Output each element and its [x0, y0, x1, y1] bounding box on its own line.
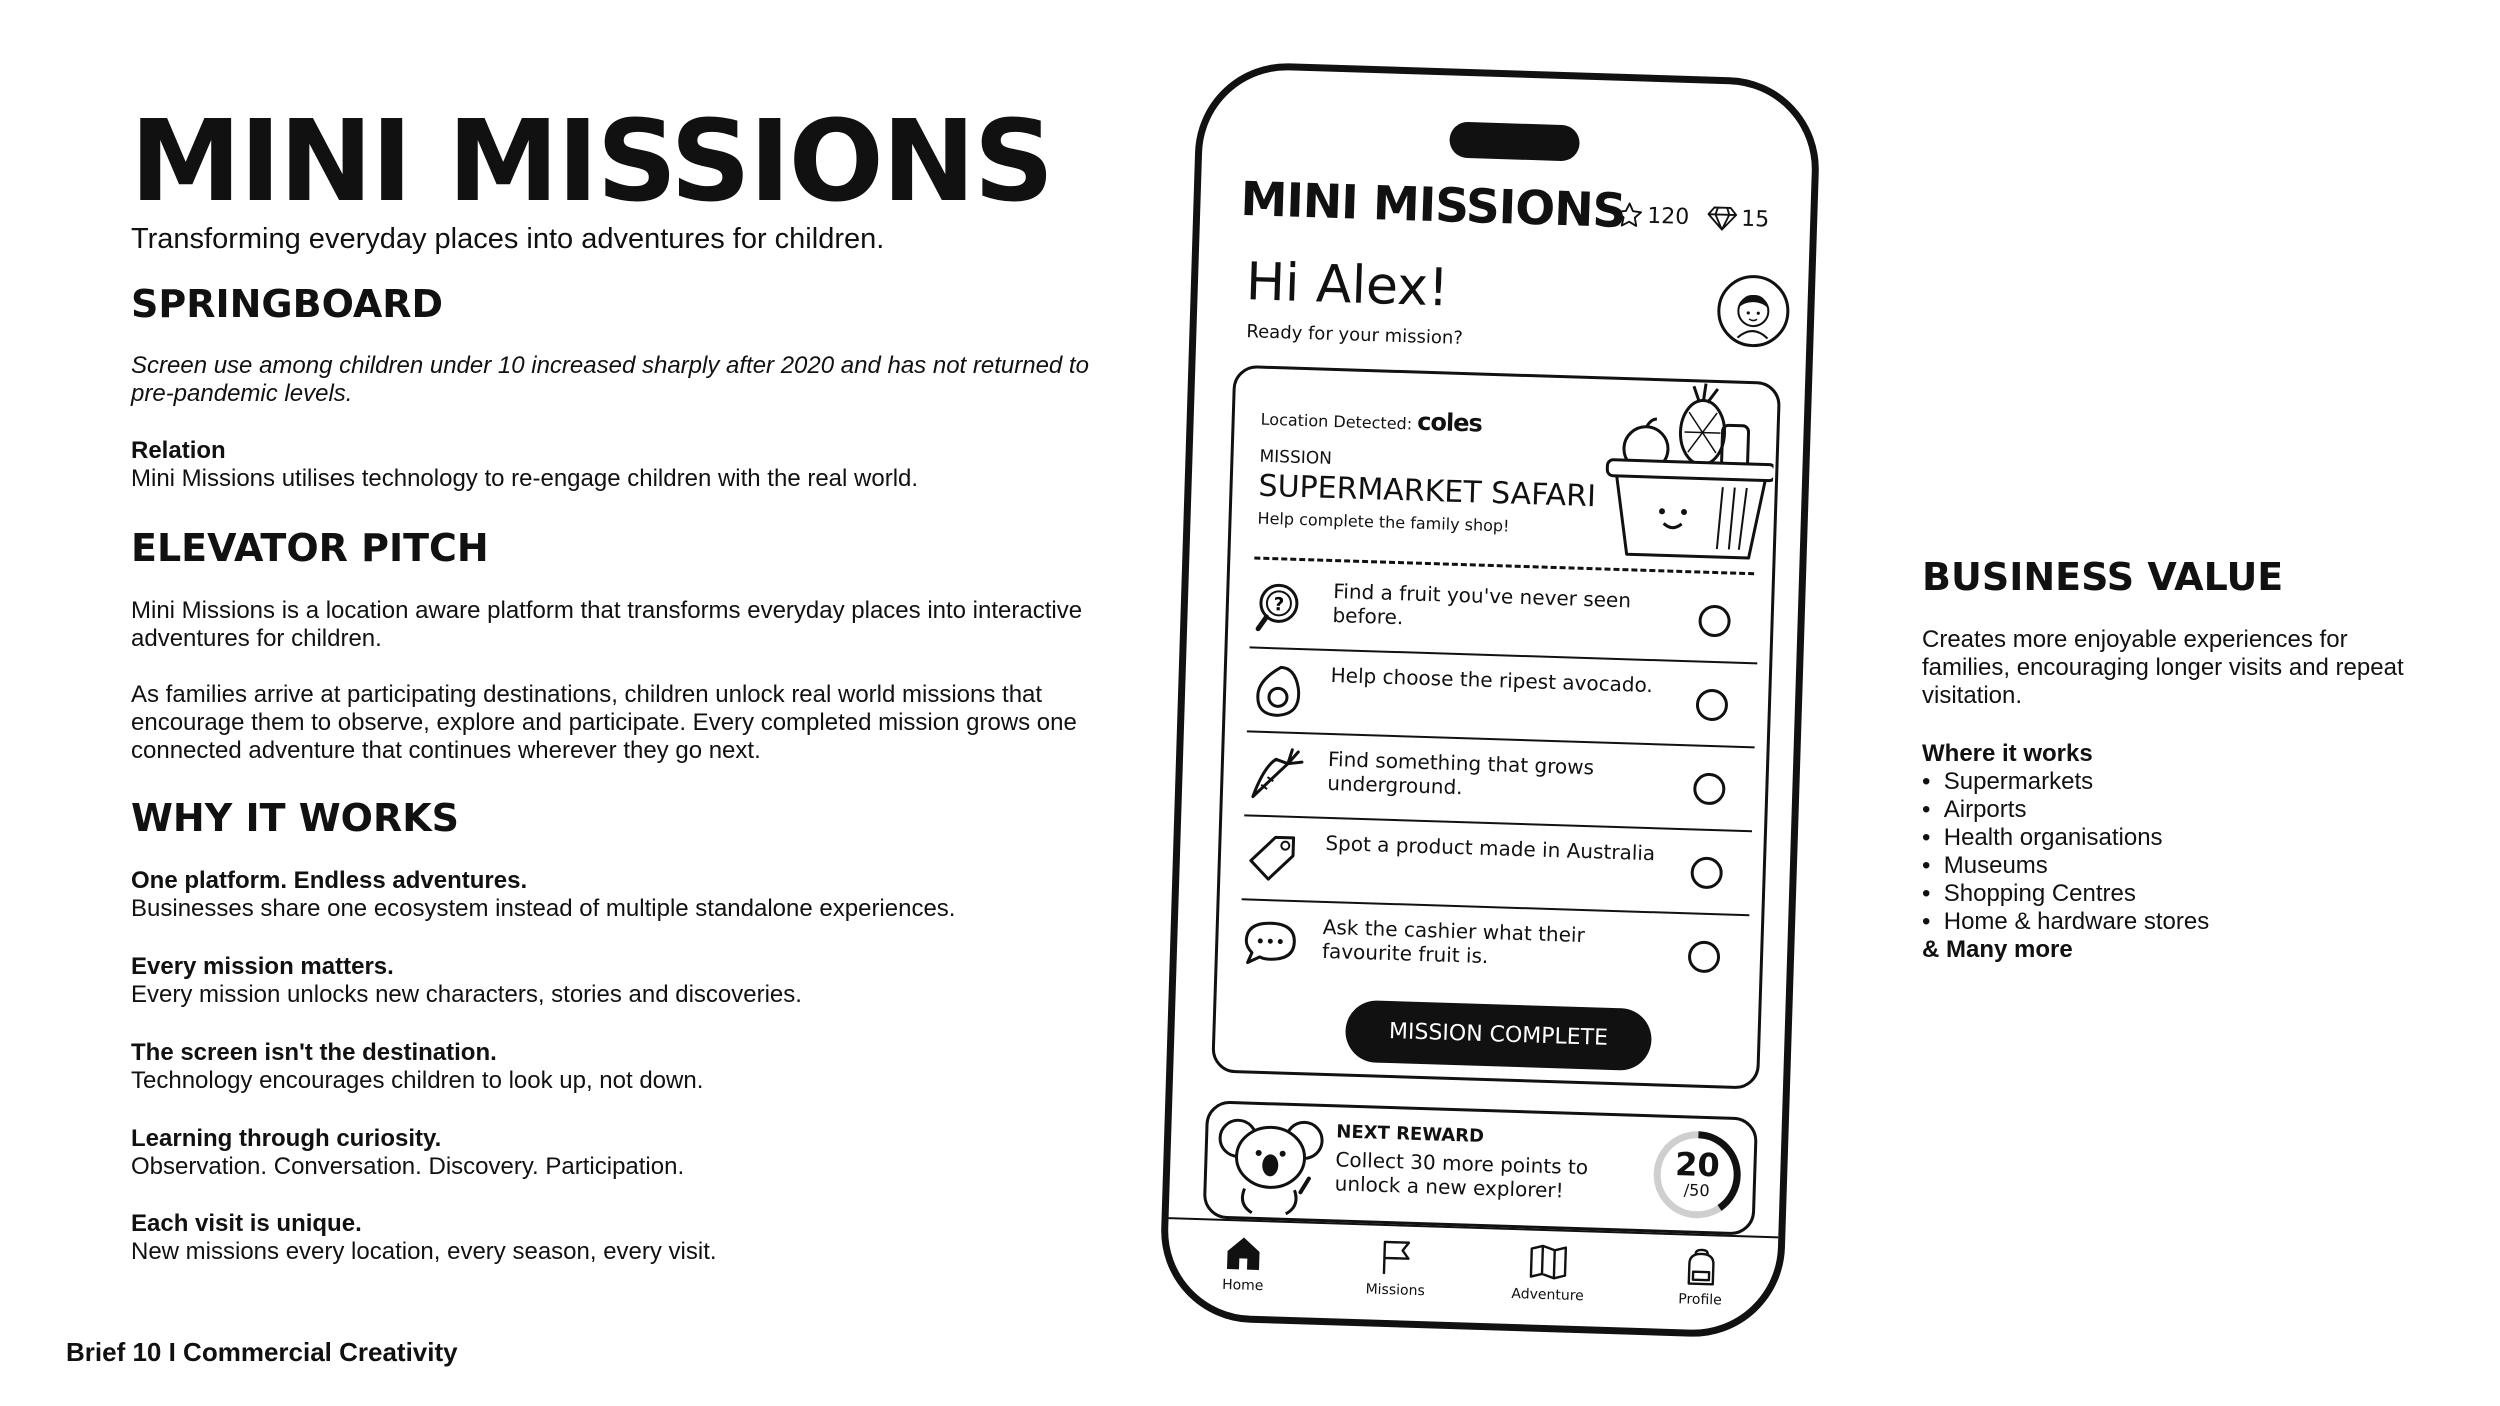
- backpack-icon: [1680, 1247, 1721, 1286]
- task-row[interactable]: [1250, 564, 1760, 664]
- task-row[interactable]: [1242, 816, 1752, 916]
- mission-title: SUPERMARKET SAFARI: [1258, 468, 1597, 515]
- location-detected: [1260, 403, 1482, 438]
- why-item-text: Observation. Conversation. Discovery. Participation.: [131, 1153, 685, 1180]
- nav-label: Profile: [1678, 1291, 1723, 1309]
- relation-text: Mini Missions utilises technology to re-engage children with the real world.: [131, 465, 919, 492]
- why-heading: WHY IT WORKS: [131, 796, 460, 840]
- nav-missions[interactable]: [1339, 1237, 1451, 1320]
- why-item-title: Every mission matters.: [131, 953, 394, 980]
- location-value: coles: [1416, 407, 1483, 438]
- nav-label: Home: [1221, 1276, 1264, 1295]
- list-item: • Airports: [1922, 796, 2027, 823]
- list-item: • Museums: [1922, 852, 2048, 879]
- map-icon: [1528, 1242, 1569, 1281]
- phone-notch: [1449, 121, 1580, 161]
- task-checkbox[interactable]: [1698, 605, 1731, 638]
- gems-stat: [1707, 204, 1770, 234]
- gems-count: 15: [1740, 206, 1770, 233]
- footer-brief: Brief 10 I Commercial Creativity: [66, 1337, 458, 1367]
- why-item-text: Businesses share one ecosystem instead of multiple standalone experiences.: [131, 895, 956, 922]
- list-item-label: Supermarkets: [1943, 768, 2094, 795]
- speech-bubble-icon: [1241, 914, 1299, 972]
- koala-icon: [1214, 1110, 1327, 1217]
- app-title: MINI MISSIONS: [1239, 171, 1627, 239]
- business-value-heading: BUSINESS VALUE: [1922, 555, 2284, 599]
- why-item-title: The screen isn't the destination.: [131, 1039, 497, 1066]
- nav-label: Missions: [1365, 1281, 1425, 1300]
- why-item-title: Learning through curiosity.: [131, 1125, 442, 1152]
- nav-label: Adventure: [1511, 1285, 1585, 1305]
- task-text: Find a fruit you've never seen before.: [1332, 579, 1632, 630]
- magnifier-question-icon: [1252, 579, 1310, 637]
- list-item-label: Health organisations: [1943, 824, 2163, 851]
- task-checkbox[interactable]: [1695, 688, 1728, 721]
- why-item-text: Every mission unlocks new characters, stories and discoveries.: [131, 981, 802, 1008]
- why-item-title: Each visit is unique.: [131, 1210, 362, 1237]
- reward-label: NEXT REWARD: [1336, 1121, 1485, 1148]
- list-item-label: Home & hardware stores: [1943, 908, 2210, 935]
- springboard-text: Screen use among children under 10 increased sharply after 2020 and has not returned to pre-pandemic levels.: [131, 352, 1089, 407]
- list-item: • Supermarkets: [1922, 768, 2094, 795]
- where-list: [1922, 768, 2209, 964]
- nav-home[interactable]: [1187, 1232, 1299, 1315]
- mission-label: MISSION: [1259, 446, 1333, 469]
- carrot-icon: [1247, 746, 1305, 804]
- page-title: MINI MISSIONS: [130, 97, 1053, 227]
- avatar[interactable]: [1716, 274, 1790, 348]
- task-text: Help choose the ripest avocado.: [1330, 662, 1654, 698]
- mission-subtitle: Help complete the family shop!: [1257, 508, 1510, 536]
- shopping-basket-icon: [1590, 379, 1776, 575]
- flag-icon: [1376, 1238, 1417, 1277]
- why-item-title: One platform. Endless adventures.: [131, 867, 528, 894]
- task-text: Ask the cashier what their favourite fruit is.: [1321, 914, 1586, 969]
- relation-label: Relation: [131, 437, 226, 464]
- task-checkbox[interactable]: [1693, 772, 1726, 805]
- list-item-label: Airports: [1943, 796, 2027, 823]
- reward-text: Collect 30 more points to unlock a new explorer!: [1334, 1147, 1589, 1203]
- list-item-label: Museums: [1943, 852, 2048, 879]
- list-item: • Home & hardware stores: [1922, 908, 2210, 935]
- stats-bar: [1615, 201, 1770, 234]
- mission-complete-button[interactable]: MISSION COMPLETE: [1345, 1000, 1653, 1072]
- pitch-paragraph-2: As families arrive at participating destinations, children unlock real world missions that encourage them to observe, explore and participate. Every completed mission grows one connected adventure that continues wherever they go next.: [131, 681, 1077, 764]
- many-more: & Many more: [1922, 936, 2073, 963]
- nav-profile[interactable]: [1644, 1246, 1756, 1329]
- price-tag-icon: [1244, 830, 1302, 888]
- stars-stat: [1615, 201, 1690, 231]
- next-reward-card: [1203, 1100, 1758, 1235]
- reward-points-current: 20: [1674, 1145, 1721, 1185]
- ready-text: Ready for your mission?: [1246, 321, 1464, 349]
- pitch-heading: ELEVATOR PITCH: [131, 526, 489, 570]
- why-item-text: New missions every location, every season, every visit.: [131, 1238, 717, 1265]
- star-icon: [1615, 201, 1644, 230]
- task-row[interactable]: [1247, 648, 1757, 748]
- stars-count: 120: [1646, 203, 1690, 230]
- mission-card: [1211, 365, 1781, 1090]
- greeting: Hi Alex!: [1245, 252, 1450, 319]
- location-label: Location Detected:: [1260, 409, 1413, 434]
- business-value-text: Creates more enjoyable experiences for families, encouraging longer visits and repeat visitation.: [1922, 626, 2404, 709]
- task-text: Find something that grows underground.: [1326, 746, 1595, 800]
- tagline: Transforming everyday places into adventures for children.: [131, 223, 885, 255]
- list-item: • Shopping Centres: [1922, 880, 2136, 907]
- gem-icon: [1707, 204, 1738, 233]
- reward-points-total: /50: [1683, 1180, 1710, 1201]
- avocado-icon: [1249, 662, 1307, 720]
- nav-adventure[interactable]: [1492, 1241, 1604, 1324]
- list-item-label: Shopping Centres: [1943, 880, 2136, 907]
- child-face-icon: [1719, 277, 1787, 345]
- task-checkbox[interactable]: [1688, 940, 1721, 973]
- springboard-heading: SPRINGBOARD: [131, 282, 444, 326]
- task-text: Spot a product made in Australia: [1325, 830, 1656, 866]
- task-checkbox[interactable]: [1690, 856, 1723, 889]
- where-label: Where it works: [1922, 740, 2093, 767]
- task-row[interactable]: [1244, 732, 1754, 832]
- bottom-nav: [1166, 1231, 1778, 1330]
- svg-text:?: ?: [1273, 594, 1285, 616]
- home-icon: [1223, 1233, 1264, 1272]
- why-item-text: Technology encourages children to look up, not down.: [131, 1067, 704, 1094]
- task-row[interactable]: [1239, 900, 1749, 998]
- phone-mockup: [1158, 61, 1821, 1340]
- list-item: • Health organisations: [1922, 824, 2163, 851]
- pitch-paragraph-1: Mini Missions is a location aware platform that transforms everyday places into interactive adventures for children.: [131, 597, 1083, 652]
